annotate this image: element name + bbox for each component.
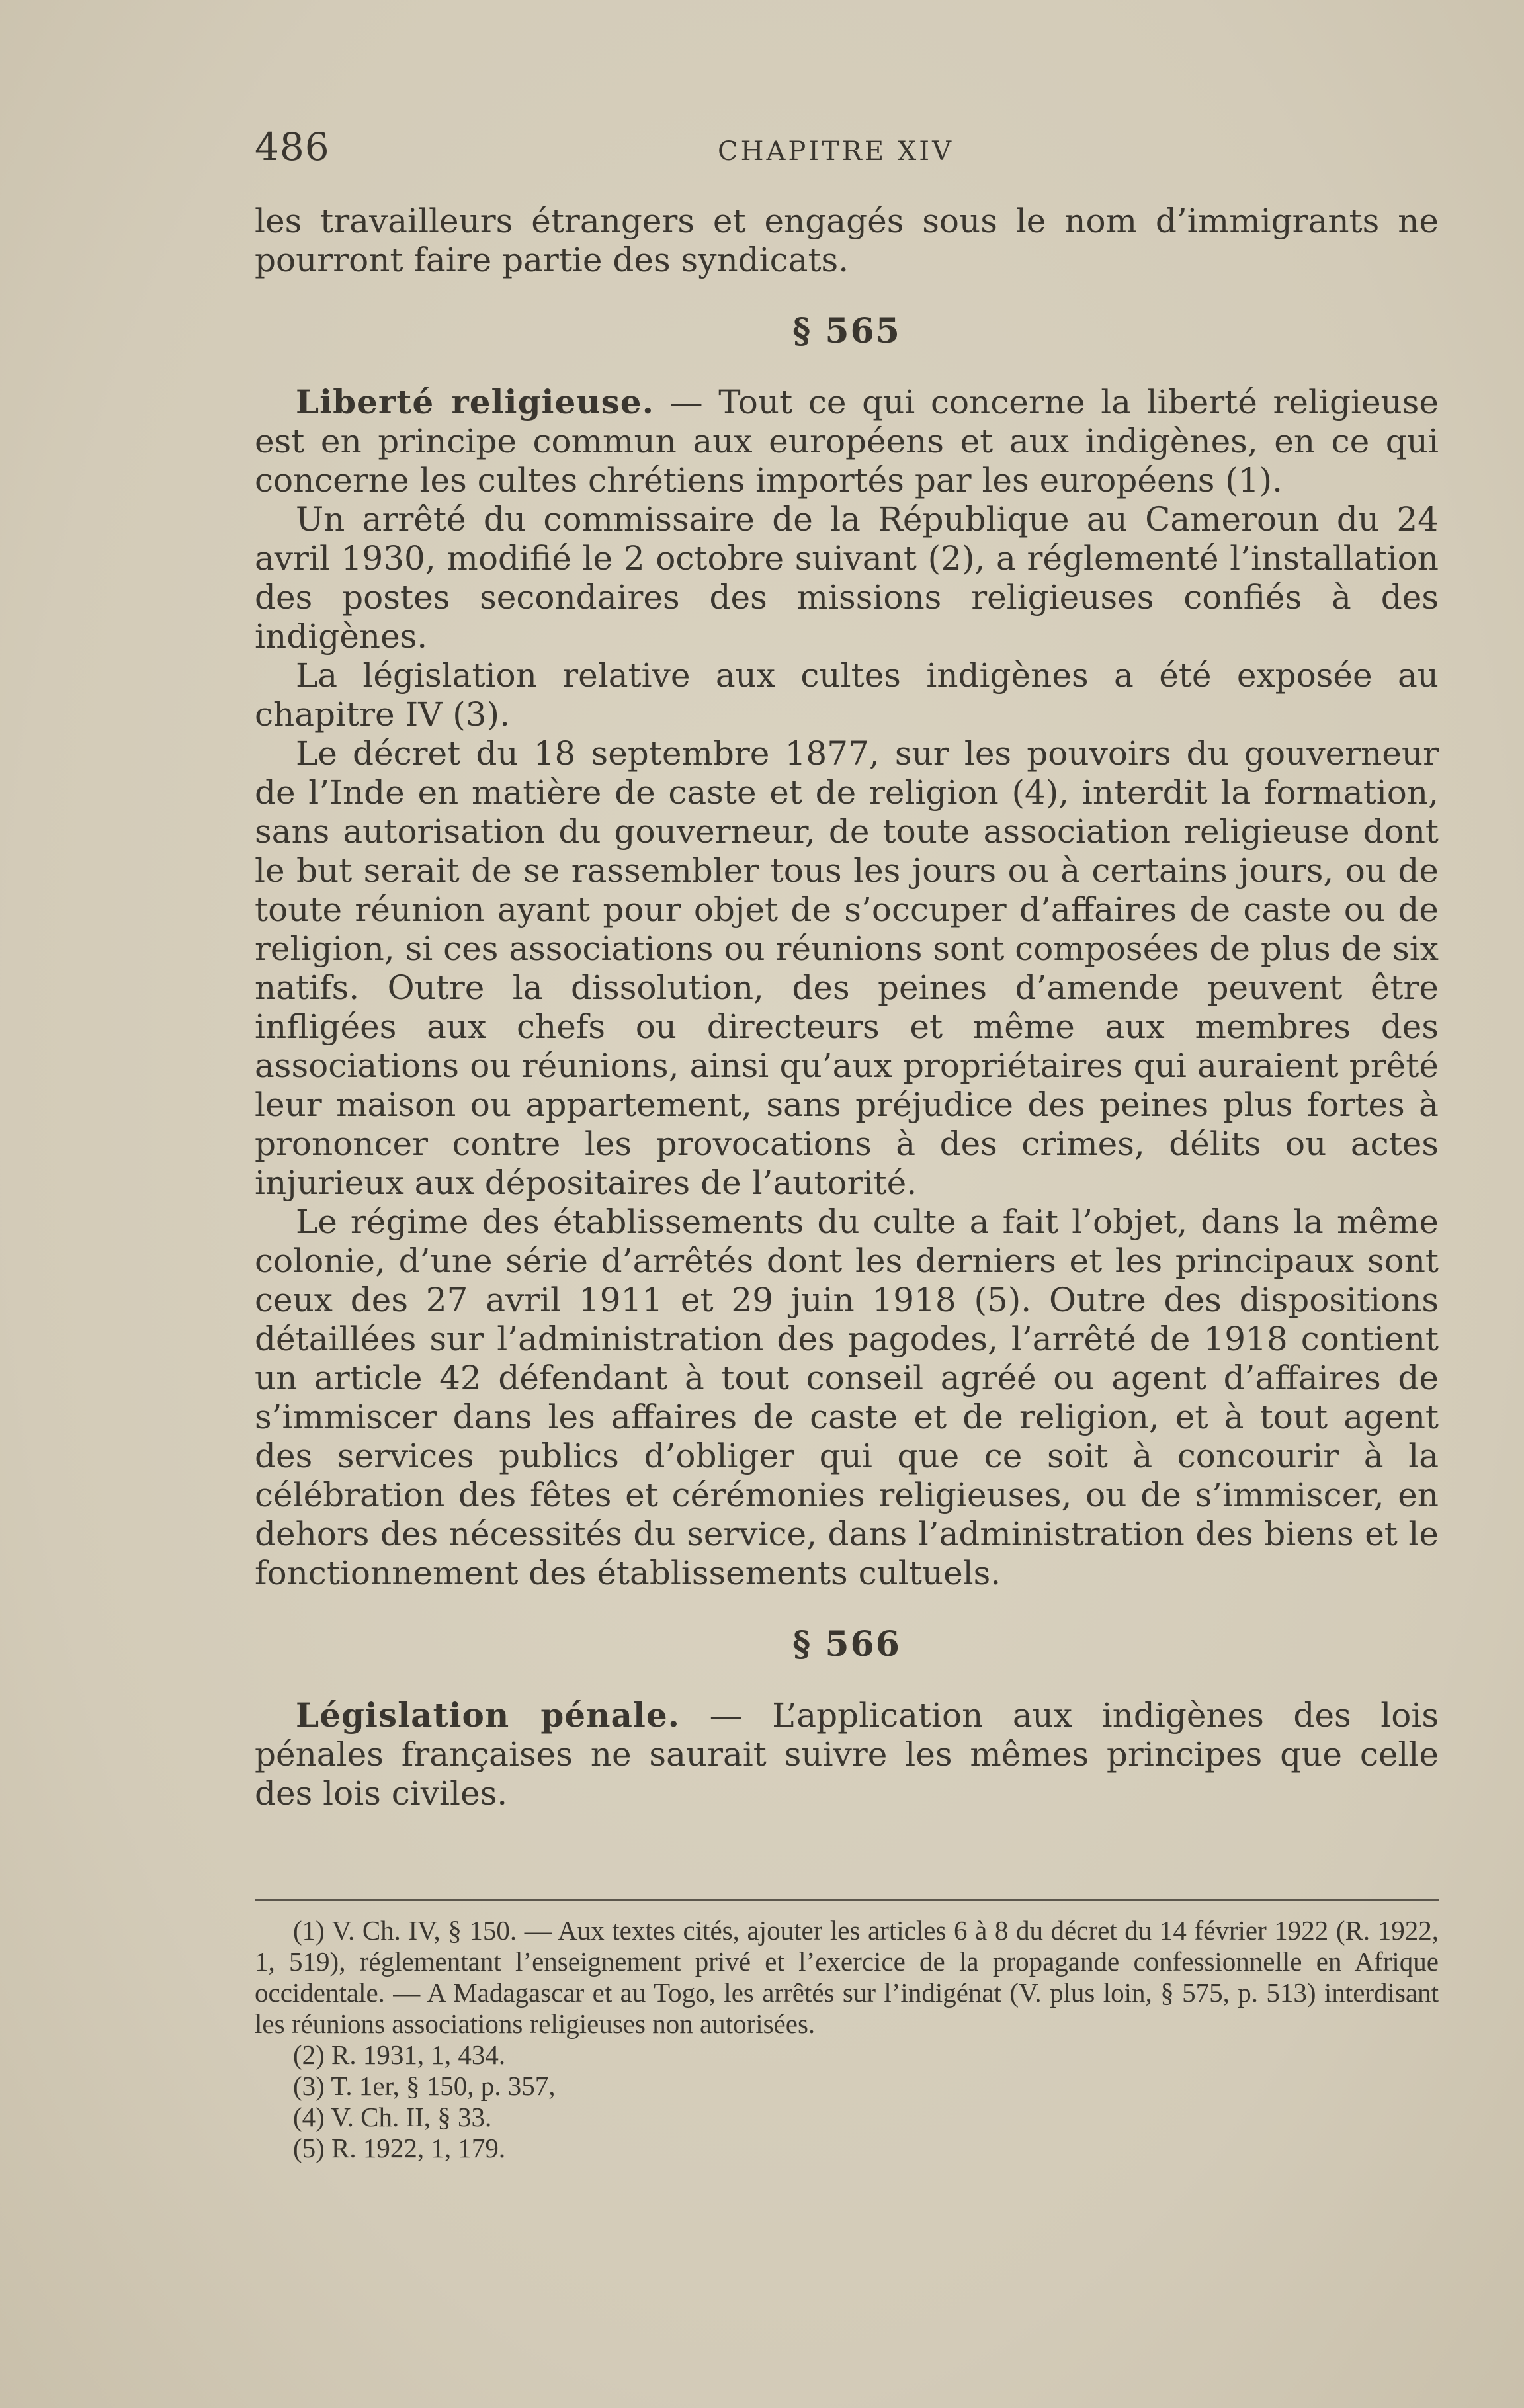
paragraph-decret-1877: Le décret du 18 septembre 1877, sur les pouvoirs du gouverneur de l’Inde en matière de caste et de religion (4), interdit la formation, sans autorisation du gouverneur, de toute association religieuse dont le but serait de se rassembler tous les jours ou à certains jours, ou de toute réunion ayant pour objet de s’occuper d’affaires de caste ou de religion, si ces associations ou réunions sont composées de plus de six natifs. Outre la dissolution, des peines d’amende peuvent être infligées aux chefs ou directeurs et même aux membres des associations ou réunions, ainsi qu’aux propriétaires qui auraient prêté leur maison ou appartement, sans préjudice des peines plus fortes à prononcer contre les provocations à des crimes, délits ou actes injurieux aux dépositaires de l’autorité. [255, 734, 1439, 1202]
running-head: CHAPITRE XIV [718, 136, 954, 167]
footnote-2: (2) R. 1931, 1, 434. [293, 2040, 506, 2070]
main-text [255, 202, 1439, 1813]
paragraph-cultes-indigenes: La législation relative aux cultes indigènes a été exposée au chapitre IV (3). [255, 656, 1439, 734]
page-number: 486 [255, 124, 330, 169]
section-heading-566: § 566 [792, 1624, 901, 1664]
paragraph-cameroun: Un arrêté du commissaire de la République au Cameroun du 24 avril 1930, modifié le 2 octobre suivant (2), a réglementé l’installation des postes secondaires des missions religieuses confiés à des indigènes. [255, 500, 1439, 656]
footnotes [255, 1915, 1439, 2164]
paragraph-etablissements-culte: Le régime des établissements du culte a fait l’objet, dans la même colonie, d’une série d’arrêtés dont les derniers et les principaux sont ceux des 27 avril 1911 et 29 juin 1918 (5). Outre des dispositions détaillées sur l’administration des pagodes, l’arrêté de 1918 contient un article 42 défendant à tout conseil agréé ou agent d’affaires de s’immiscer dans les affaires de caste et de religion, et à tout agent des services publics d’obliger qui que ce soit à concourir à la célébration des fêtes et cérémonies religieuses, ou de s’immiscer, en dehors des nécessités du service, dans l’administration des biens et le fonctionnement des établissements cultuels. [255, 1203, 1439, 1592]
paragraph-text: — L’application aux indigènes des lois pénales françaises ne saurait suivre les mêmes principes que celle des lois civiles. [255, 1696, 1439, 1813]
paragraph-liberte-religieuse [255, 382, 1439, 500]
paragraph-text: — Tout ce qui concerne la liberté religieuse est en principe commun aux européens et aux indigènes, en ce qui concerne les cultes chrétiens importés par les européens (1). [255, 383, 1439, 499]
footnote-5: (5) R. 1922, 1, 179. [293, 2133, 506, 2163]
footnote-3: (3) T. 1er, § 150, p. 357, [293, 2071, 556, 2101]
section-heading-565: § 565 [792, 311, 901, 351]
paragraph-legislation-penale [255, 1696, 1439, 1813]
page-header [255, 124, 1439, 171]
rubric-liberte-religieuse: Liberté religieuse. [296, 382, 654, 421]
paragraph-continuation: les travailleurs étrangers et engagés sous le nom d’immigrants ne pourront faire partie des syndicats. [255, 202, 1439, 279]
footnote-divider [255, 1899, 1439, 1901]
footnote-1: (1) V. Ch. IV, § 150. — Aux textes cités, ajouter les articles 6 à 8 du décret du 14 février 1922 (R. 1922, 1, 519), réglementant l’enseignement privé et l’exercice de la propagande confessionnelle en Afrique occidentale. — A Madagascar et au Togo, les arrêtés sur l’indigénat (V. plus loin, § 575, p. 513) interdisant les réunions associations religieuses non autorisées. [255, 1915, 1439, 2039]
rubric-legislation-penale: Législation pénale. [296, 1696, 681, 1735]
footnote-4: (4) V. Ch. II, § 33. [293, 2102, 492, 2132]
